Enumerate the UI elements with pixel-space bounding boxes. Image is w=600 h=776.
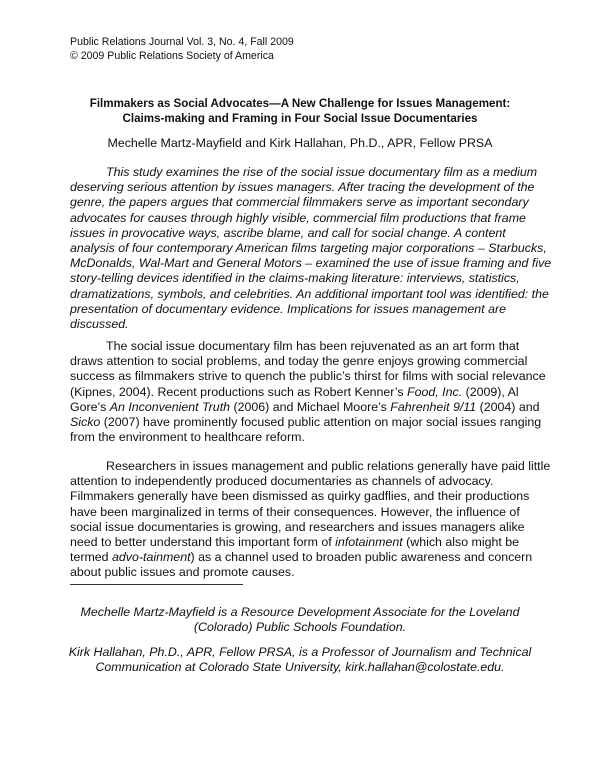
footnote-1-line-2: (Colorado) Public Schools Foundation. [193, 620, 407, 634]
paragraph-line [70, 535, 519, 550]
paragraph-line [106, 459, 550, 474]
paragraph-line [70, 415, 541, 430]
abstract-line: dramatizations, symbols, and celebrities. An additional important tool was identified: the [70, 286, 549, 301]
text: (Kipnes, 2004). Recent productions such as Robert Kenner’s [70, 384, 408, 399]
text: Gore’s [70, 399, 110, 414]
abstract-line: This study examines the rise of the social issue documentary film as a medium [106, 165, 538, 179]
italic-text: infotainment [335, 535, 403, 549]
text: (2009), Al [462, 384, 519, 399]
journal-info: Public Relations Journal Vol. 3, No. 4, Fall 2009 [70, 36, 294, 48]
italic-text: An Inconvenient Truth [109, 399, 231, 414]
authors: Mechelle Martz-Mayfield and Kirk Hallahan, Ph.D., APR, Fellow PRSA [107, 136, 493, 150]
paragraph-line [70, 354, 527, 369]
abstract-line: advocates for causes through highly visible, commercial film productions that frame [70, 210, 526, 225]
text: social issue documentaries is growing, and researchers and issues managers alike [70, 519, 525, 534]
footnote-1-line-1: Mechelle Martz-Mayfield is a Resource Development Associate for the Loveland [80, 605, 520, 619]
text: termed [70, 550, 113, 565]
paragraph-line [70, 520, 525, 535]
text: success as filmmakers strive to quench the public’s thirst for films with social relevance [70, 369, 546, 384]
title-line-2: Claims-making and Framing in Four Social Issue Documentaries [122, 112, 478, 125]
text: ) as a channel used to broaden public awareness and concern [190, 550, 533, 565]
text: have been marginalized in terms of their consequences. However, the influence of [70, 504, 520, 519]
text: draws attention to social problems, and today the genre enjoys growing commercial [70, 354, 528, 369]
paragraph-line [70, 369, 546, 384]
abstract-line: discussed. [70, 317, 129, 331]
paragraph-line [70, 565, 295, 580]
text: (which also might be [402, 535, 520, 549]
text: The social issue documentary film has been rejuvenated as an art form that [106, 339, 520, 353]
abstract-line: issues in provocative ways, ascribe blame, and call for social change. A content [70, 225, 506, 240]
footnote-divider [70, 584, 243, 585]
paragraph-line [70, 550, 532, 565]
abstract-line: story-telling devices identified in the claims-making literature: interviews, statistics, [70, 271, 520, 286]
text: need to better understand this important form of [70, 535, 336, 549]
text: about public issues and promote causes. [70, 565, 295, 580]
abstract-line: presentation of documentary evidence. Implications for issues management are [70, 301, 506, 316]
paragraph-line [106, 339, 519, 354]
text: (2004) and [476, 399, 540, 414]
paragraph-line [70, 385, 519, 400]
abstract-line: deserving serious attention by issues managers. After tracing the development of the [70, 180, 535, 195]
text: (2007) have prominently focused public attention on major social issues ranging [100, 415, 542, 429]
italic-text: Fahrenheit 9/11 [390, 399, 477, 414]
italic-text: advo-tainment [112, 550, 191, 565]
footnote-2-line-1: Kirk Hallahan, Ph.D., APR, Fellow PRSA, is a Professor of Journalism and Technical [68, 645, 532, 659]
text: Filmmakers generally have been dismissed as quirky gadflies, and their productions [70, 489, 530, 504]
abstract-line: genre, the papers argues that commercial filmmakers serve as important secondary [70, 195, 529, 210]
italic-text: Food, Inc. [407, 384, 463, 399]
abstract-line: analysis of four contemporary American films targeting major corporations – Starbucks, [70, 241, 547, 255]
paragraph-line [70, 489, 529, 504]
abstract-line: McDonalds, Wal-Mart and General Motors – examined the use of issue framing and five [70, 256, 552, 271]
text: (2006) and Michael Moore’s [230, 399, 391, 414]
paragraph-line [70, 400, 540, 415]
text: attention to independently produced documentaries as channels of advocacy. [70, 474, 494, 489]
paragraph-line [70, 430, 305, 445]
text: from the environment to healthcare reform. [70, 430, 305, 445]
footnote-2-line-2: Communication at Colorado State University, kirk.hallahan@colostate.edu. [95, 660, 505, 674]
paragraph-line [70, 474, 493, 489]
copyright: © 2009 Public Relations Society of America [70, 50, 274, 62]
text: Researchers in issues management and public relations generally have paid little [106, 459, 551, 473]
title-line-1: Filmmakers as Social Advocates—A New Challenge for Issues Management: [89, 97, 511, 110]
italic-text: Sicko [70, 415, 101, 429]
paragraph-line [70, 505, 520, 520]
